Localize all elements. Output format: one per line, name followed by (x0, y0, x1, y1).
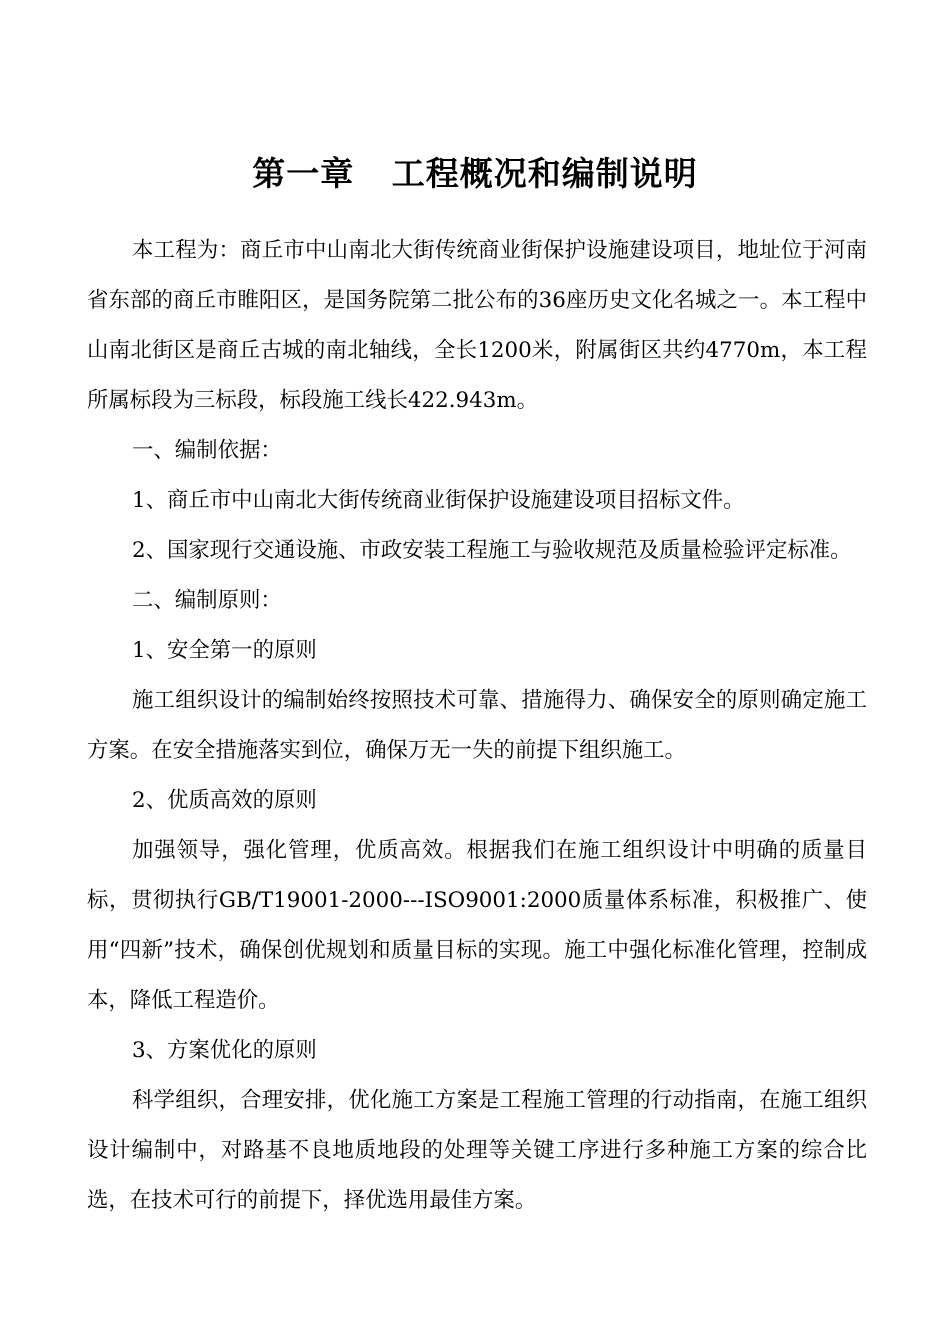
heading-principle-optimization: 3、方案优化的原则 (132, 1038, 317, 1063)
list-item-basis-2: 2、国家现行交通设施、市政安装工程施工与验收规范及质量检验评定标准。 (132, 538, 852, 563)
document-body (87, 226, 867, 1226)
list-item-basis-1: 1、商丘市中山南北大街传统商业街保护设施建设项目招标文件。 (132, 488, 745, 513)
heading-principle-quality: 2、优质高效的原则 (132, 788, 317, 813)
paragraph-principle-optimization: 科学组织，合理安排，优化施工方案是工程施工管理的行动指南，在施工组织设计编制中，对路基不良地质地段的处理等关键工序进行多种施工方案的综合比选，在技术可行的前提下，择优选用最佳方案。 (87, 1088, 867, 1213)
chapter-title: 第一章 工程概况和编制说明 (252, 154, 698, 194)
paragraph-project-overview: 本工程为：商丘市中山南北大街传统商业街保护设施建设项目，地址位于河南省东部的商丘市睢阳区，是国务院第二批公布的36座历史文化名城之一。本工程中山南北街区是商丘古城的南北轴线，全长1200米，附属街区共约4770m，本工程所属标段为三标段，标段施工线长422.943m。 (87, 238, 867, 413)
heading-principle-safety: 1、安全第一的原则 (132, 638, 317, 663)
paragraph-principle-safety: 施工组织设计的编制始终按照技术可靠、措施得力、确保安全的原则确定施工方案。在安全措施落实到位，确保万无一失的前提下组织施工。 (87, 688, 867, 763)
paragraph-principle-quality: 加强领导，强化管理，优质高效。根据我们在施工组织设计中明确的质量目标，贯彻执行GB/T19001-2000---ISO9001:2000质量体系标准，积极推广、使用“四新”技术，确保创优规划和质量目标的实现。施工中强化标准化管理，控制成本，降低工程造价。 (87, 838, 867, 1013)
heading-compilation-basis: 一、编制依据： (132, 438, 282, 463)
heading-compilation-principles: 二、编制原则： (132, 588, 282, 613)
